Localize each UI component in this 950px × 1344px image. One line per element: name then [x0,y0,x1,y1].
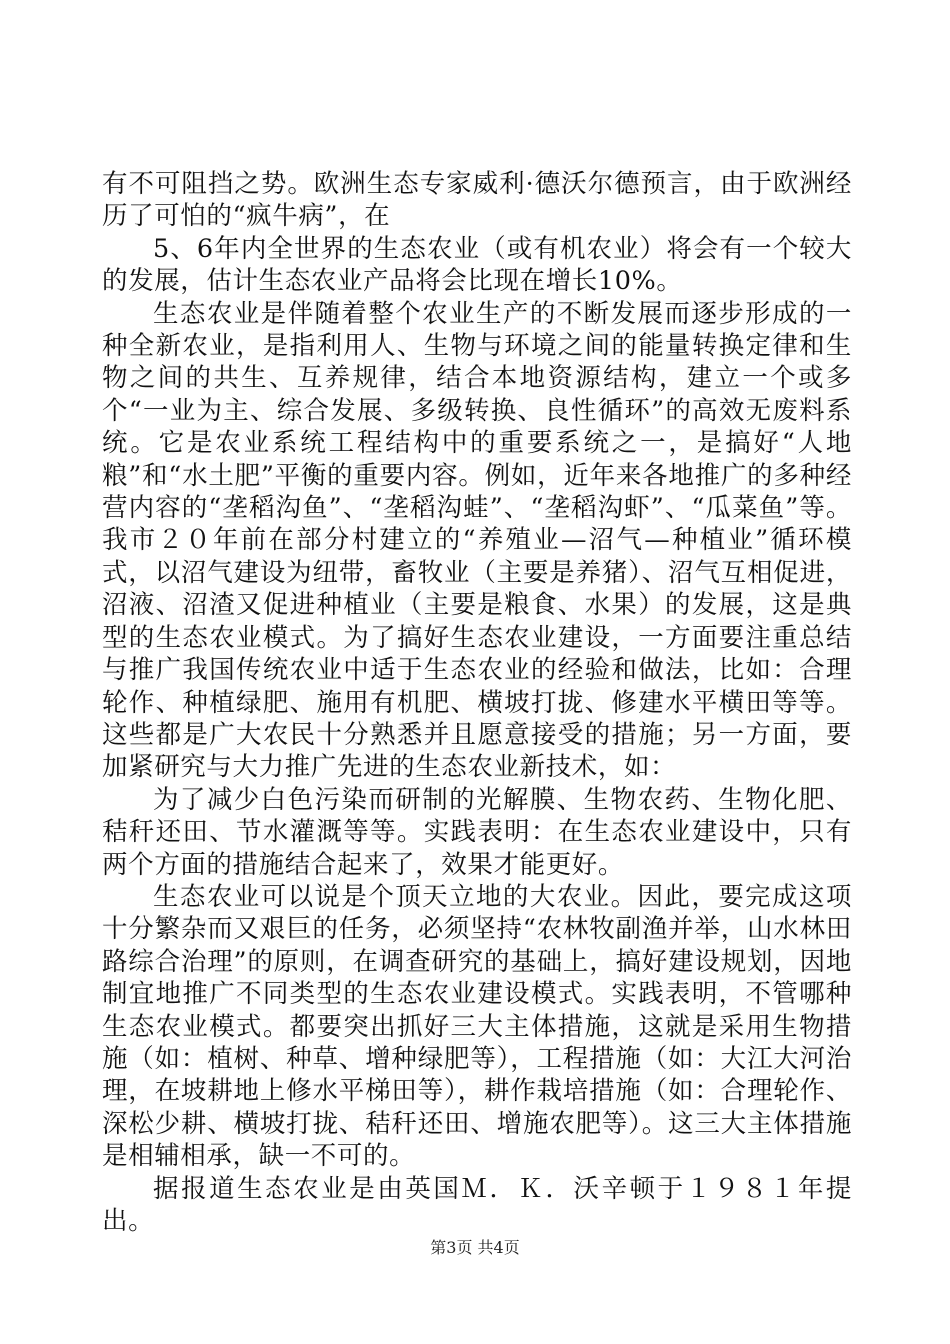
paragraph: 有不可阻挡之势。欧洲生态专家威利·德沃尔德预言，由于欧洲经历了可怕的“疯牛病”，在 [102,169,852,232]
document-body [102,168,852,1237]
paragraph: 生态农业是伴随着整个农业生产的不断发展而逐步形成的一种全新农业，是指利用人、生物与环境之间的能量转换定律和生物之间的共生、互养规律，结合本地资源结构，建立一个或多个“一业为主、综合发展、多级转换、良性循环”的高效无废料系统。它是农业系统工程结构中的重要系统之一，是搞好“人地粮”和“水土肥”平衡的重要内容。例如，近年来各地推广的多种经营内容的“垄稻沟鱼”、“垄稻沟蛙”、“垄稻沟虾”、“瓜菜鱼”等。我市２０年前在部分村建立的“养殖业—沼气—种植业”循环模式，以沼气建设为纽带，畜牧业（主要是养猪）、沼气互相促进，沼液、沼渣又促进种植业（主要是粮食、水果）的发展，这是典型的生态农业模式。为了搞好生态农业建设，一方面要注重总结与推广我国传统农业中适于生态农业的经验和做法，比如：合理轮作、种植绿肥、施用有机肥、横坡打拢、修建水平横田等等。这些都是广大农民十分熟悉并且愿意接受的措施；另一方面，要加紧研究与大力推广先进的生态农业新技术，如： [102,298,852,783]
paragraph: 据报道生态农业是由英国Ｍ．Ｋ．沃辛顿于１９８１年提出。 [102,1173,852,1236]
paragraph: 5、6年内全世界的生态农业（或有机农业）将会有一个较大的发展，估计生态农业产品将会比现在增长10%。 [102,233,852,297]
paragraph: 为了减少白色污染而研制的光解膜、生物农药、生物化肥、秸秆还田、节水灌溉等等。实践表明：在生态农业建设中，只有两个方面的措施结合起来了，效果才能更好。 [102,784,852,880]
page-footer: 第3页 共4页 [430,1238,520,1257]
paragraph: 生态农业可以说是个顶天立地的大农业。因此，要完成这项十分繁杂而又艰巨的任务，必须坚持“农林牧副渔并举，山水林田路综合治理”的原则，在调查研究的基础上，搞好建设规划，因地制宜地推广不同类型的生态农业建设模式。实践表明，不管哪种生态农业模式。都要突出抓好三大主体措施，这就是采用生物措施（如：植树、种草、增种绿肥等），工程措施（如：大江大河治理，在坡耕地上修水平梯田等），耕作栽培措施（如：合理轮作、深松少耕、横坡打拢、秸秆还田、增施农肥等）。这三大主体措施是相辅相承，缺一不可的。 [102,881,852,1172]
